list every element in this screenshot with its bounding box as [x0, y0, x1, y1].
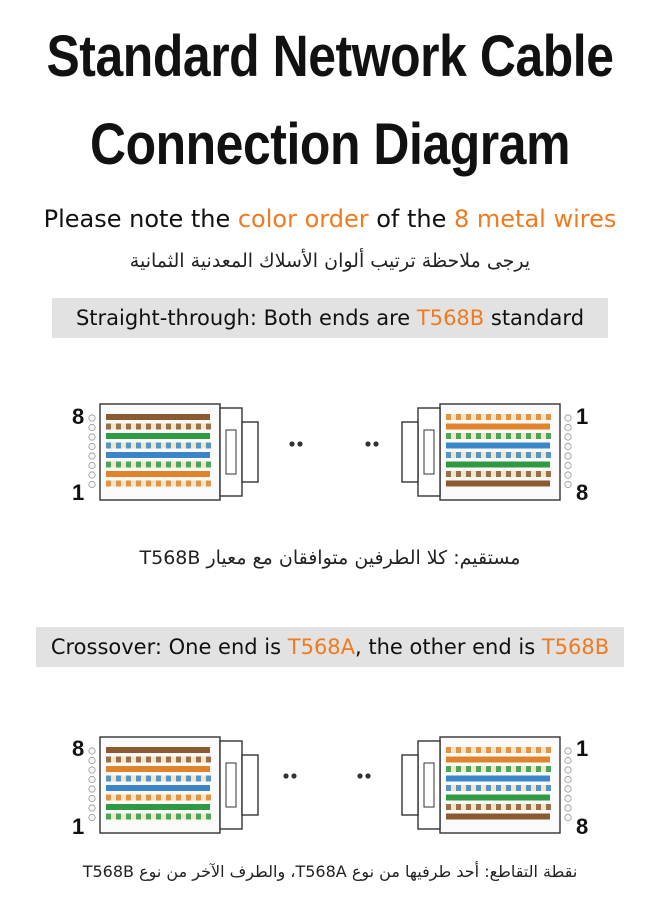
connector-latch — [242, 755, 258, 815]
wire-stripe — [146, 443, 151, 449]
wire-stripe — [136, 481, 141, 487]
pin-label: 1 — [72, 814, 85, 839]
pin-contact — [89, 814, 95, 820]
wire-stripe — [526, 804, 531, 810]
wire-stripe — [116, 776, 121, 782]
wire-stripe — [176, 481, 181, 487]
wire-stripe — [136, 814, 141, 820]
wire-stripe — [136, 795, 141, 801]
wire-stripe — [526, 452, 531, 458]
wire-stripe — [496, 766, 501, 772]
wire-stripe — [466, 766, 471, 772]
pin-contact — [565, 748, 571, 754]
wire-stripe — [546, 804, 551, 810]
wire-stripe — [516, 747, 521, 753]
wire-stripe — [516, 785, 521, 791]
wire — [106, 766, 210, 772]
wire-stripe — [516, 414, 521, 420]
separator-dot — [365, 773, 370, 778]
wire-stripe — [446, 452, 451, 458]
wire-stripe — [156, 424, 161, 430]
wire-stripe — [136, 443, 141, 449]
wire-stripe — [186, 462, 191, 468]
wire — [446, 776, 550, 782]
wire-stripe — [126, 795, 131, 801]
wire-stripe — [546, 433, 551, 439]
pin-label: 8 — [72, 736, 85, 761]
subtitle-accent-color-order: color order — [237, 205, 369, 233]
wire-stripe — [176, 757, 181, 763]
pin-contact — [565, 453, 571, 459]
wire-stripe — [506, 471, 511, 477]
pin-contact — [89, 805, 95, 811]
pin-contact — [565, 757, 571, 763]
wire-stripe — [466, 471, 471, 477]
subtitle-accent-wires: 8 metal wires — [454, 205, 617, 233]
pin-contact — [89, 795, 95, 801]
wire-stripe — [506, 804, 511, 810]
crossover-caption: T568B والطرف الآخر من نوع ،T568A نقطة التقاطع: أحد طرفيها من نوع — [82, 862, 578, 881]
wire-stripe — [516, 471, 521, 477]
wire-stripe — [456, 471, 461, 477]
connector-window — [424, 763, 434, 807]
straight-through-caption: T568B مستقيم: كلا الطرفين متوافقان مع معيار — [139, 547, 521, 569]
wire-stripe — [196, 481, 201, 487]
subtitle-part-2: of the — [368, 205, 454, 233]
wire-stripe — [116, 795, 121, 801]
wire-stripe — [186, 795, 191, 801]
wire-stripe — [176, 795, 181, 801]
pin-contact — [89, 434, 95, 440]
wire-stripe — [116, 462, 121, 468]
crossover-banner-mid: , the other end is — [355, 635, 542, 659]
wire — [106, 452, 210, 458]
connector-latch — [402, 755, 418, 815]
wire-stripe — [486, 747, 491, 753]
wire-stripe — [536, 766, 541, 772]
wire-stripe — [496, 452, 501, 458]
wire-stripe — [536, 785, 541, 791]
wire-stripe — [116, 481, 121, 487]
pin-contact — [565, 443, 571, 449]
wire-stripe — [496, 433, 501, 439]
wire — [106, 433, 210, 439]
wire-stripe — [446, 747, 451, 753]
wire-stripe — [206, 443, 211, 449]
wire-stripe — [156, 481, 161, 487]
wire-stripe — [116, 814, 121, 820]
pin-label: 8 — [576, 814, 589, 839]
wire-stripe — [526, 414, 531, 420]
wire-stripe — [476, 452, 481, 458]
wire-stripe — [156, 443, 161, 449]
wire-stripe — [136, 757, 141, 763]
wire — [106, 471, 210, 477]
wire — [106, 414, 210, 420]
wire-stripe — [466, 414, 471, 420]
pin-contact — [565, 424, 571, 430]
page-title-line-1: Standard Network Cable — [46, 24, 614, 89]
wire-stripe — [476, 433, 481, 439]
pin-label: 1 — [576, 404, 589, 429]
pin-contact — [565, 415, 571, 421]
wire-stripe — [456, 766, 461, 772]
wire-stripe — [196, 814, 201, 820]
wire-stripe — [116, 424, 121, 430]
wire-stripe — [186, 424, 191, 430]
wire-stripe — [446, 433, 451, 439]
connector-latch — [242, 422, 258, 482]
pin-contact — [565, 462, 571, 468]
wire-stripe — [126, 424, 131, 430]
wire-stripe — [476, 471, 481, 477]
wire-stripe — [206, 424, 211, 430]
wire-stripe — [466, 785, 471, 791]
crossover-banner-standard-a: T568A — [287, 635, 356, 659]
wire-stripe — [156, 795, 161, 801]
wire-stripe — [126, 481, 131, 487]
wire-stripe — [476, 804, 481, 810]
wire-stripe — [126, 776, 131, 782]
wire-stripe — [156, 462, 161, 468]
connector-window — [226, 430, 236, 474]
crossover-banner-text: Crossover: One end is — [50, 635, 288, 659]
wire-stripe — [106, 776, 111, 782]
wire-stripe — [176, 776, 181, 782]
wire-stripe — [196, 443, 201, 449]
wire-stripe — [166, 481, 171, 487]
wire-stripe — [206, 462, 211, 468]
wire-stripe — [476, 785, 481, 791]
wire — [106, 804, 210, 810]
wire-stripe — [166, 462, 171, 468]
wire-stripe — [176, 814, 181, 820]
separator-dot — [291, 773, 296, 778]
wire-stripe — [516, 433, 521, 439]
pin-contact — [565, 767, 571, 773]
wire-stripe — [156, 814, 161, 820]
wire-stripe — [146, 795, 151, 801]
wire-stripe — [146, 757, 151, 763]
wire-stripe — [166, 814, 171, 820]
wire-stripe — [126, 814, 131, 820]
straight-banner-standard: T568B — [416, 306, 485, 330]
wire-stripe — [506, 433, 511, 439]
wire-stripe — [536, 433, 541, 439]
wire-stripe — [486, 766, 491, 772]
wire-stripe — [466, 804, 471, 810]
wire-stripe — [136, 462, 141, 468]
wire — [106, 785, 210, 791]
wire-stripe — [186, 776, 191, 782]
wire-stripe — [456, 747, 461, 753]
wire-stripe — [196, 424, 201, 430]
pin-contact — [89, 443, 95, 449]
wire-stripe — [476, 414, 481, 420]
wire-stripe — [526, 747, 531, 753]
wire-stripe — [496, 747, 501, 753]
connector-window — [424, 430, 434, 474]
wire-stripe — [456, 433, 461, 439]
wire-stripe — [116, 443, 121, 449]
wire-stripe — [146, 462, 151, 468]
pin-label: 1 — [72, 480, 85, 505]
wire-stripe — [496, 471, 501, 477]
wire-stripe — [546, 452, 551, 458]
wire-stripe — [456, 785, 461, 791]
pin-contact — [89, 453, 95, 459]
wire-stripe — [146, 814, 151, 820]
wire-stripe — [546, 785, 551, 791]
wire-stripe — [476, 747, 481, 753]
wire-stripe — [536, 804, 541, 810]
wire-stripe — [446, 766, 451, 772]
wire-stripe — [486, 804, 491, 810]
wire-stripe — [446, 785, 451, 791]
wire-stripe — [456, 452, 461, 458]
separator-dot — [365, 441, 370, 446]
wire-stripe — [446, 471, 451, 477]
wire-stripe — [526, 785, 531, 791]
pin-label: 8 — [576, 480, 589, 505]
wire-stripe — [526, 433, 531, 439]
wire-stripe — [176, 462, 181, 468]
pin-contact — [565, 481, 571, 487]
wire-stripe — [146, 424, 151, 430]
wire-stripe — [536, 747, 541, 753]
wire-stripe — [196, 757, 201, 763]
wire-stripe — [146, 776, 151, 782]
wire-stripe — [486, 433, 491, 439]
pin-contact — [565, 805, 571, 811]
wire-stripe — [446, 804, 451, 810]
wire-stripe — [506, 452, 511, 458]
wire-stripe — [186, 481, 191, 487]
separator-dot — [297, 441, 302, 446]
wire-stripe — [496, 414, 501, 420]
separator-dot — [373, 441, 378, 446]
page-title-line-2: Connection Diagram — [89, 112, 571, 177]
wire-stripe — [106, 795, 111, 801]
wire-stripe — [136, 424, 141, 430]
separator-dot — [289, 441, 294, 446]
straight-banner-text: Straight-through: Both ends are — [75, 306, 417, 330]
wire-stripe — [206, 757, 211, 763]
pin-contact — [565, 814, 571, 820]
wire-stripe — [456, 804, 461, 810]
wire-stripe — [546, 414, 551, 420]
wire-stripe — [106, 462, 111, 468]
wire-stripe — [166, 776, 171, 782]
wire — [446, 481, 550, 487]
wire-stripe — [106, 814, 111, 820]
wire-stripe — [196, 462, 201, 468]
wire-stripe — [176, 424, 181, 430]
wire-stripe — [106, 424, 111, 430]
pin-contact — [89, 748, 95, 754]
wire-stripe — [466, 747, 471, 753]
pin-contact — [565, 795, 571, 801]
wire-stripe — [526, 471, 531, 477]
wire-stripe — [456, 414, 461, 420]
connector-window — [226, 763, 236, 807]
wire-stripe — [506, 766, 511, 772]
wire-stripe — [486, 414, 491, 420]
wire-stripe — [186, 757, 191, 763]
connector-latch — [402, 422, 418, 482]
wire-stripe — [116, 757, 121, 763]
wire-stripe — [496, 804, 501, 810]
pin-contact — [89, 424, 95, 430]
wire-stripe — [166, 795, 171, 801]
subtitle-arabic: يرجى ملاحظة ترتيب ألوان الأسلاك المعدنية الثمانية — [129, 250, 531, 272]
wire-stripe — [476, 766, 481, 772]
pin-contact — [89, 757, 95, 763]
wire — [446, 443, 550, 449]
wire-stripe — [166, 757, 171, 763]
wire-stripe — [206, 481, 211, 487]
wire-stripe — [106, 481, 111, 487]
wire-stripe — [536, 452, 541, 458]
pin-contact — [565, 434, 571, 440]
pin-contact — [89, 472, 95, 478]
wire-stripe — [516, 804, 521, 810]
pin-label: 1 — [576, 736, 589, 761]
wire-stripe — [156, 776, 161, 782]
wire-stripe — [486, 471, 491, 477]
wire-stripe — [156, 757, 161, 763]
wire-stripe — [206, 795, 211, 801]
pin-contact — [89, 767, 95, 773]
wire-stripe — [536, 414, 541, 420]
wire — [446, 424, 550, 430]
wire-stripe — [206, 776, 211, 782]
crossover-banner-standard-b: T568B — [541, 635, 610, 659]
wire-stripe — [186, 443, 191, 449]
wire — [106, 747, 210, 753]
wire-stripe — [146, 481, 151, 487]
wire-stripe — [166, 443, 171, 449]
wire-stripe — [546, 747, 551, 753]
wire-stripe — [506, 414, 511, 420]
wire-stripe — [126, 462, 131, 468]
pin-contact — [89, 776, 95, 782]
wire-stripe — [546, 766, 551, 772]
wire-stripe — [486, 452, 491, 458]
wire-stripe — [466, 452, 471, 458]
pin-label: 8 — [72, 404, 85, 429]
wire-stripe — [136, 776, 141, 782]
pin-contact — [565, 472, 571, 478]
wire-stripe — [126, 443, 131, 449]
wire — [446, 462, 550, 468]
wire-stripe — [446, 414, 451, 420]
wire-stripe — [516, 452, 521, 458]
wire-stripe — [466, 433, 471, 439]
wire-stripe — [196, 776, 201, 782]
wire-stripe — [126, 757, 131, 763]
pin-contact — [89, 481, 95, 487]
wire-stripe — [196, 795, 201, 801]
wire-stripe — [546, 471, 551, 477]
wire — [446, 757, 550, 763]
wire-stripe — [516, 766, 521, 772]
separator-dot — [357, 773, 362, 778]
subtitle-part-1: Please note the — [43, 205, 238, 233]
wire-stripe — [106, 443, 111, 449]
pin-contact — [565, 776, 571, 782]
wire-stripe — [526, 766, 531, 772]
wire — [446, 795, 550, 801]
wire-stripe — [176, 443, 181, 449]
wire-stripe — [106, 757, 111, 763]
wire-stripe — [486, 785, 491, 791]
wire — [446, 814, 550, 820]
separator-dot — [283, 773, 288, 778]
wire-stripe — [496, 785, 501, 791]
wire-stripe — [506, 747, 511, 753]
wire-stripe — [506, 785, 511, 791]
straight-banner-end: standard — [484, 306, 585, 330]
wire-stripe — [166, 424, 171, 430]
wire-stripe — [536, 471, 541, 477]
wire-stripe — [206, 814, 211, 820]
pin-contact — [89, 786, 95, 792]
pin-contact — [565, 786, 571, 792]
pin-contact — [89, 462, 95, 468]
pin-contact — [89, 415, 95, 421]
wire-stripe — [186, 814, 191, 820]
